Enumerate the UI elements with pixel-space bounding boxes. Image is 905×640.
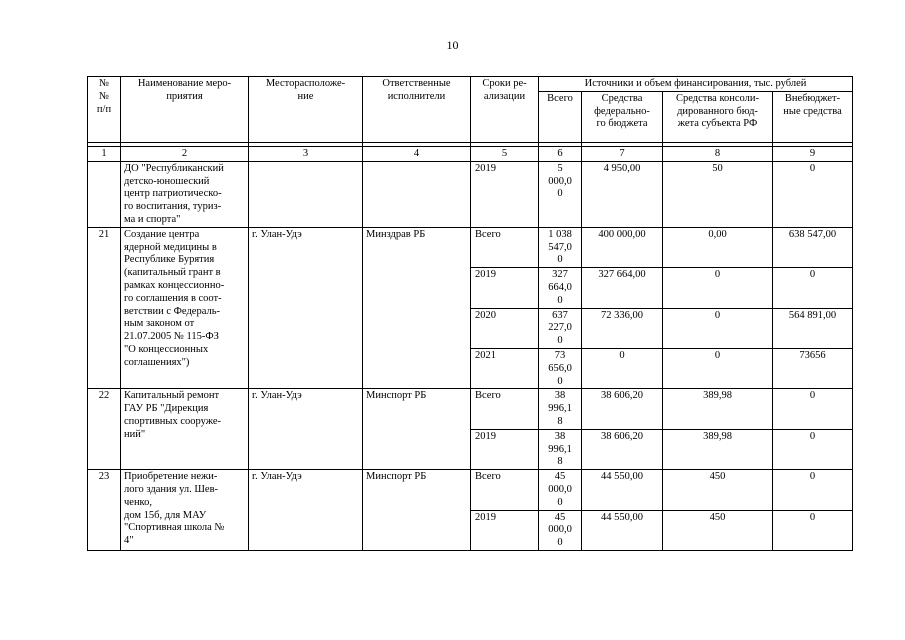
cell-num: 22 (88, 389, 121, 470)
cell-responsible (363, 161, 471, 227)
table-row (88, 161, 853, 227)
header-total: Всего (539, 91, 582, 142)
cell-total: 327 664,0 0 (539, 268, 582, 308)
cell-consolidated: 450 (663, 470, 773, 510)
column-number: 9 (773, 147, 853, 162)
cell-num: 21 (88, 227, 121, 389)
cell-name: Приобретение нежи- лого здания ул. Шев- ченко, дом 15б, для МАУ "Спортивная школа № 4" (121, 470, 249, 551)
cell-consolidated: 0 (663, 268, 773, 308)
cell-location (249, 161, 363, 227)
column-number: 1 (88, 147, 121, 162)
cell-total: 73 656,0 0 (539, 348, 582, 388)
header-extra: Внебюджет- ные средства (773, 91, 853, 142)
cell-total: 45 000,0 0 (539, 510, 582, 550)
cell-period: 2020 (471, 308, 539, 348)
cell-period: Всего (471, 470, 539, 510)
cell-federal: 38 606,20 (582, 389, 663, 429)
cell-location: г. Улан-Удэ (249, 227, 363, 389)
cell-total: 1 038 547,0 0 (539, 227, 582, 267)
cell-federal: 38 606,20 (582, 429, 663, 469)
cell-responsible: Минздрав РБ (363, 227, 471, 389)
header-name: Наименование меро- приятия (121, 77, 249, 143)
header-federal: Средства федерально- го бюджета (582, 91, 663, 142)
cell-responsible: Минспорт РБ (363, 389, 471, 470)
cell-federal: 44 550,00 (582, 470, 663, 510)
page-number: 10 (446, 38, 459, 52)
cell-consolidated: 50 (663, 161, 773, 227)
header-row (88, 77, 853, 92)
cell-period: 2019 (471, 510, 539, 550)
header-consolidated: Средства консоли- дированного бюд- жета субъекта РФ (663, 91, 773, 142)
cell-consolidated: 0 (663, 348, 773, 388)
table-row (88, 470, 853, 510)
cell-federal: 4 950,00 (582, 161, 663, 227)
cell-num: 23 (88, 470, 121, 551)
column-number: 7 (582, 147, 663, 162)
cell-federal: 400 000,00 (582, 227, 663, 267)
header-location: Месторасположе- ние (249, 77, 363, 143)
cell-period: 2021 (471, 348, 539, 388)
cell-num (88, 161, 121, 227)
column-number: 8 (663, 147, 773, 162)
cell-name: Капитальный ремонт ГАУ РБ "Дирекция спортивных сооруже- ний" (121, 389, 249, 470)
cell-total: 38 996,1 8 (539, 389, 582, 429)
financing-table (87, 76, 853, 551)
cell-extra: 0 (773, 429, 853, 469)
cell-consolidated: 0,00 (663, 227, 773, 267)
header-responsible: Ответственные исполнители (363, 77, 471, 143)
cell-responsible: Минспорт РБ (363, 470, 471, 551)
cell-extra: 638 547,00 (773, 227, 853, 267)
column-number: 3 (249, 147, 363, 162)
cell-extra: 0 (773, 161, 853, 227)
cell-period: 2019 (471, 268, 539, 308)
cell-extra: 564 891,00 (773, 308, 853, 348)
header-funding: Источники и объем финансирования, тыс. рублей (539, 77, 853, 92)
cell-consolidated: 389,98 (663, 389, 773, 429)
cell-name: Создание центра ядерной медицины в Республике Бурятия (капитальный грант в рамках концессионно- го соглашения в соот- ветствии с Федераль- ным законом от 21.07.2005 № 115-ФЗ "О концессионных соглашениях") (121, 227, 249, 389)
cell-federal: 72 336,00 (582, 308, 663, 348)
cell-federal: 327 664,00 (582, 268, 663, 308)
column-numbers-row (88, 147, 853, 162)
cell-location: г. Улан-Удэ (249, 389, 363, 470)
table-row (88, 227, 853, 267)
cell-consolidated: 389,98 (663, 429, 773, 469)
cell-extra: 0 (773, 389, 853, 429)
cell-extra: 0 (773, 470, 853, 510)
cell-total: 637 227,0 0 (539, 308, 582, 348)
cell-extra: 73656 (773, 348, 853, 388)
cell-total: 5 000,0 0 (539, 161, 582, 227)
cell-extra: 0 (773, 268, 853, 308)
column-number: 5 (471, 147, 539, 162)
cell-period: Всего (471, 227, 539, 267)
column-number: 6 (539, 147, 582, 162)
cell-total: 45 000,0 0 (539, 470, 582, 510)
cell-period: 2019 (471, 429, 539, 469)
cell-federal: 44 550,00 (582, 510, 663, 550)
header-period: Сроки ре- ализации (471, 77, 539, 143)
cell-period: 2019 (471, 161, 539, 227)
cell-period: Всего (471, 389, 539, 429)
column-number: 2 (121, 147, 249, 162)
cell-federal: 0 (582, 348, 663, 388)
column-number: 4 (363, 147, 471, 162)
cell-name: ДО "Республиканский детско-юношеский центр патриотическо- го воспитания, туриз- ма и спорта" (121, 161, 249, 227)
cell-consolidated: 450 (663, 510, 773, 550)
cell-consolidated: 0 (663, 308, 773, 348)
cell-total: 38 996,1 8 (539, 429, 582, 469)
cell-extra: 0 (773, 510, 853, 550)
table-row (88, 389, 853, 429)
cell-location: г. Улан-Удэ (249, 470, 363, 551)
header-num: № № п/п (88, 77, 121, 143)
